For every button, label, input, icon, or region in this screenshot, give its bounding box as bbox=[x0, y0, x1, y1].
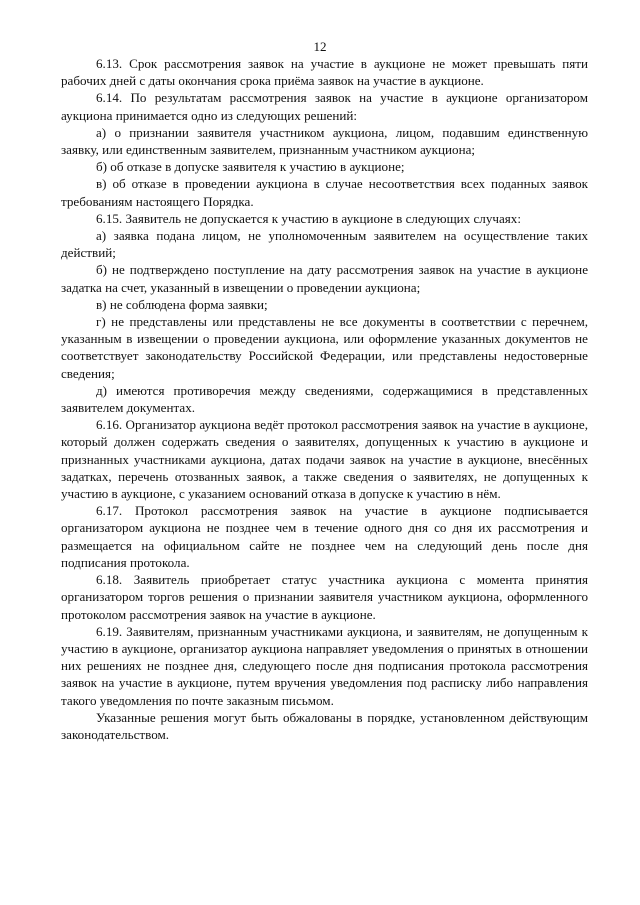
list-item-6-14-a: а) о признании заявителя участником аукциона, лицом, подавшим единственную заявку, или единственным заявителем, признанным участником аукциона; bbox=[61, 124, 588, 158]
list-item-6-15-d: д) имеются противоречия между сведениями, содержащимися в представленных заявителем документах. bbox=[61, 382, 588, 416]
paragraph-6-15: 6.15. Заявитель не допускается к участию в аукционе в следующих случаях: bbox=[96, 210, 521, 226]
list-item-6-14-v: в) об отказе в проведении аукциона в случае несоответствия всех поданных заявок требованиям настоящего Порядка. bbox=[61, 176, 588, 209]
paragraph-6-17: 6.17. Протокол рассмотрения заявок на участие в аукционе подписывается организатором аукциона не позднее чем в течение одного дня со дня их рассмотрения и размещается на официальном сайте не позднее чем на следующий день после дня подписания протокола. bbox=[61, 503, 588, 570]
paragraph-appeal-note: Указанные решения могут быть обжалованы в порядке, установленном действующим законодательством. bbox=[61, 709, 588, 742]
paragraph-6-16: 6.16. Организатор аукциона ведёт протокол рассмотрения заявок на участие в аукционе, который должен содержать сведения о заявителях, допущенных к участию в аукционе и признанных участниками аукциона, датах подачи заявок на участие в аукционе, внесённых задатках, перечень отозванных заявок, а также сведения о заявителях, не допущенных к участию в аукционе, с указанием оснований отказа в допуске к участию в нём. bbox=[61, 417, 588, 502]
list-item-6-14-b: б) об отказе в допуске заявителя к участию в аукционе; bbox=[96, 159, 405, 175]
paragraph-6-19: 6.19. Заявителям, признанным участниками аукциона, и заявителям, не допущенным к участию в аукционе, организатор аукциона направляет уведомления о принятых в отношении них решениях не позднее дня, следующего после дня подписания протокола рассмотрения заявок на участие в аукционе, путем вручения уведомления под расписку либо направления такого уведомления по почте заказным письмом. bbox=[61, 623, 588, 708]
page-number: 12 bbox=[313, 39, 327, 54]
list-item-6-15-a: а) заявка подана лицом, не уполномоченным заявителем на осуществление таких действий; bbox=[61, 228, 588, 261]
paragraph-6-13: 6.13. Срок рассмотрения заявок на участие в аукционе не может превышать пяти рабочих дней с даты окончания срока приёма заявок на участие в аукционе. bbox=[61, 56, 588, 89]
paragraph-6-18: 6.18. Заявитель приобретает статус участника аукциона с момента принятия организатором торгов решения о признании заявителя участником аукциона, оформленного протоколом рассмотрения заявок на участие в аукционе. bbox=[61, 572, 588, 622]
list-item-6-15-g: г) не представлены или представлены не все документы в соответствии с перечнем, указанным в извещении о проведении аукциона, или оформление указанных документов не соответствует законодательству Российской Федерации, или представлены недостоверные сведения; bbox=[61, 314, 588, 381]
document-body bbox=[61, 55, 588, 743]
list-item-6-15-v: в) не соблюдена форма заявки; bbox=[96, 296, 268, 312]
paragraph-6-14: 6.14. По результатам рассмотрения заявок на участие в аукционе организатором аукциона принимается одно из следующих решений: bbox=[61, 90, 588, 123]
list-item-6-15-b: б) не подтверждено поступление на дату рассмотрения заявок на участие в аукционе задатка на счет, указанный в извещении о проведении аукциона; bbox=[61, 262, 588, 295]
